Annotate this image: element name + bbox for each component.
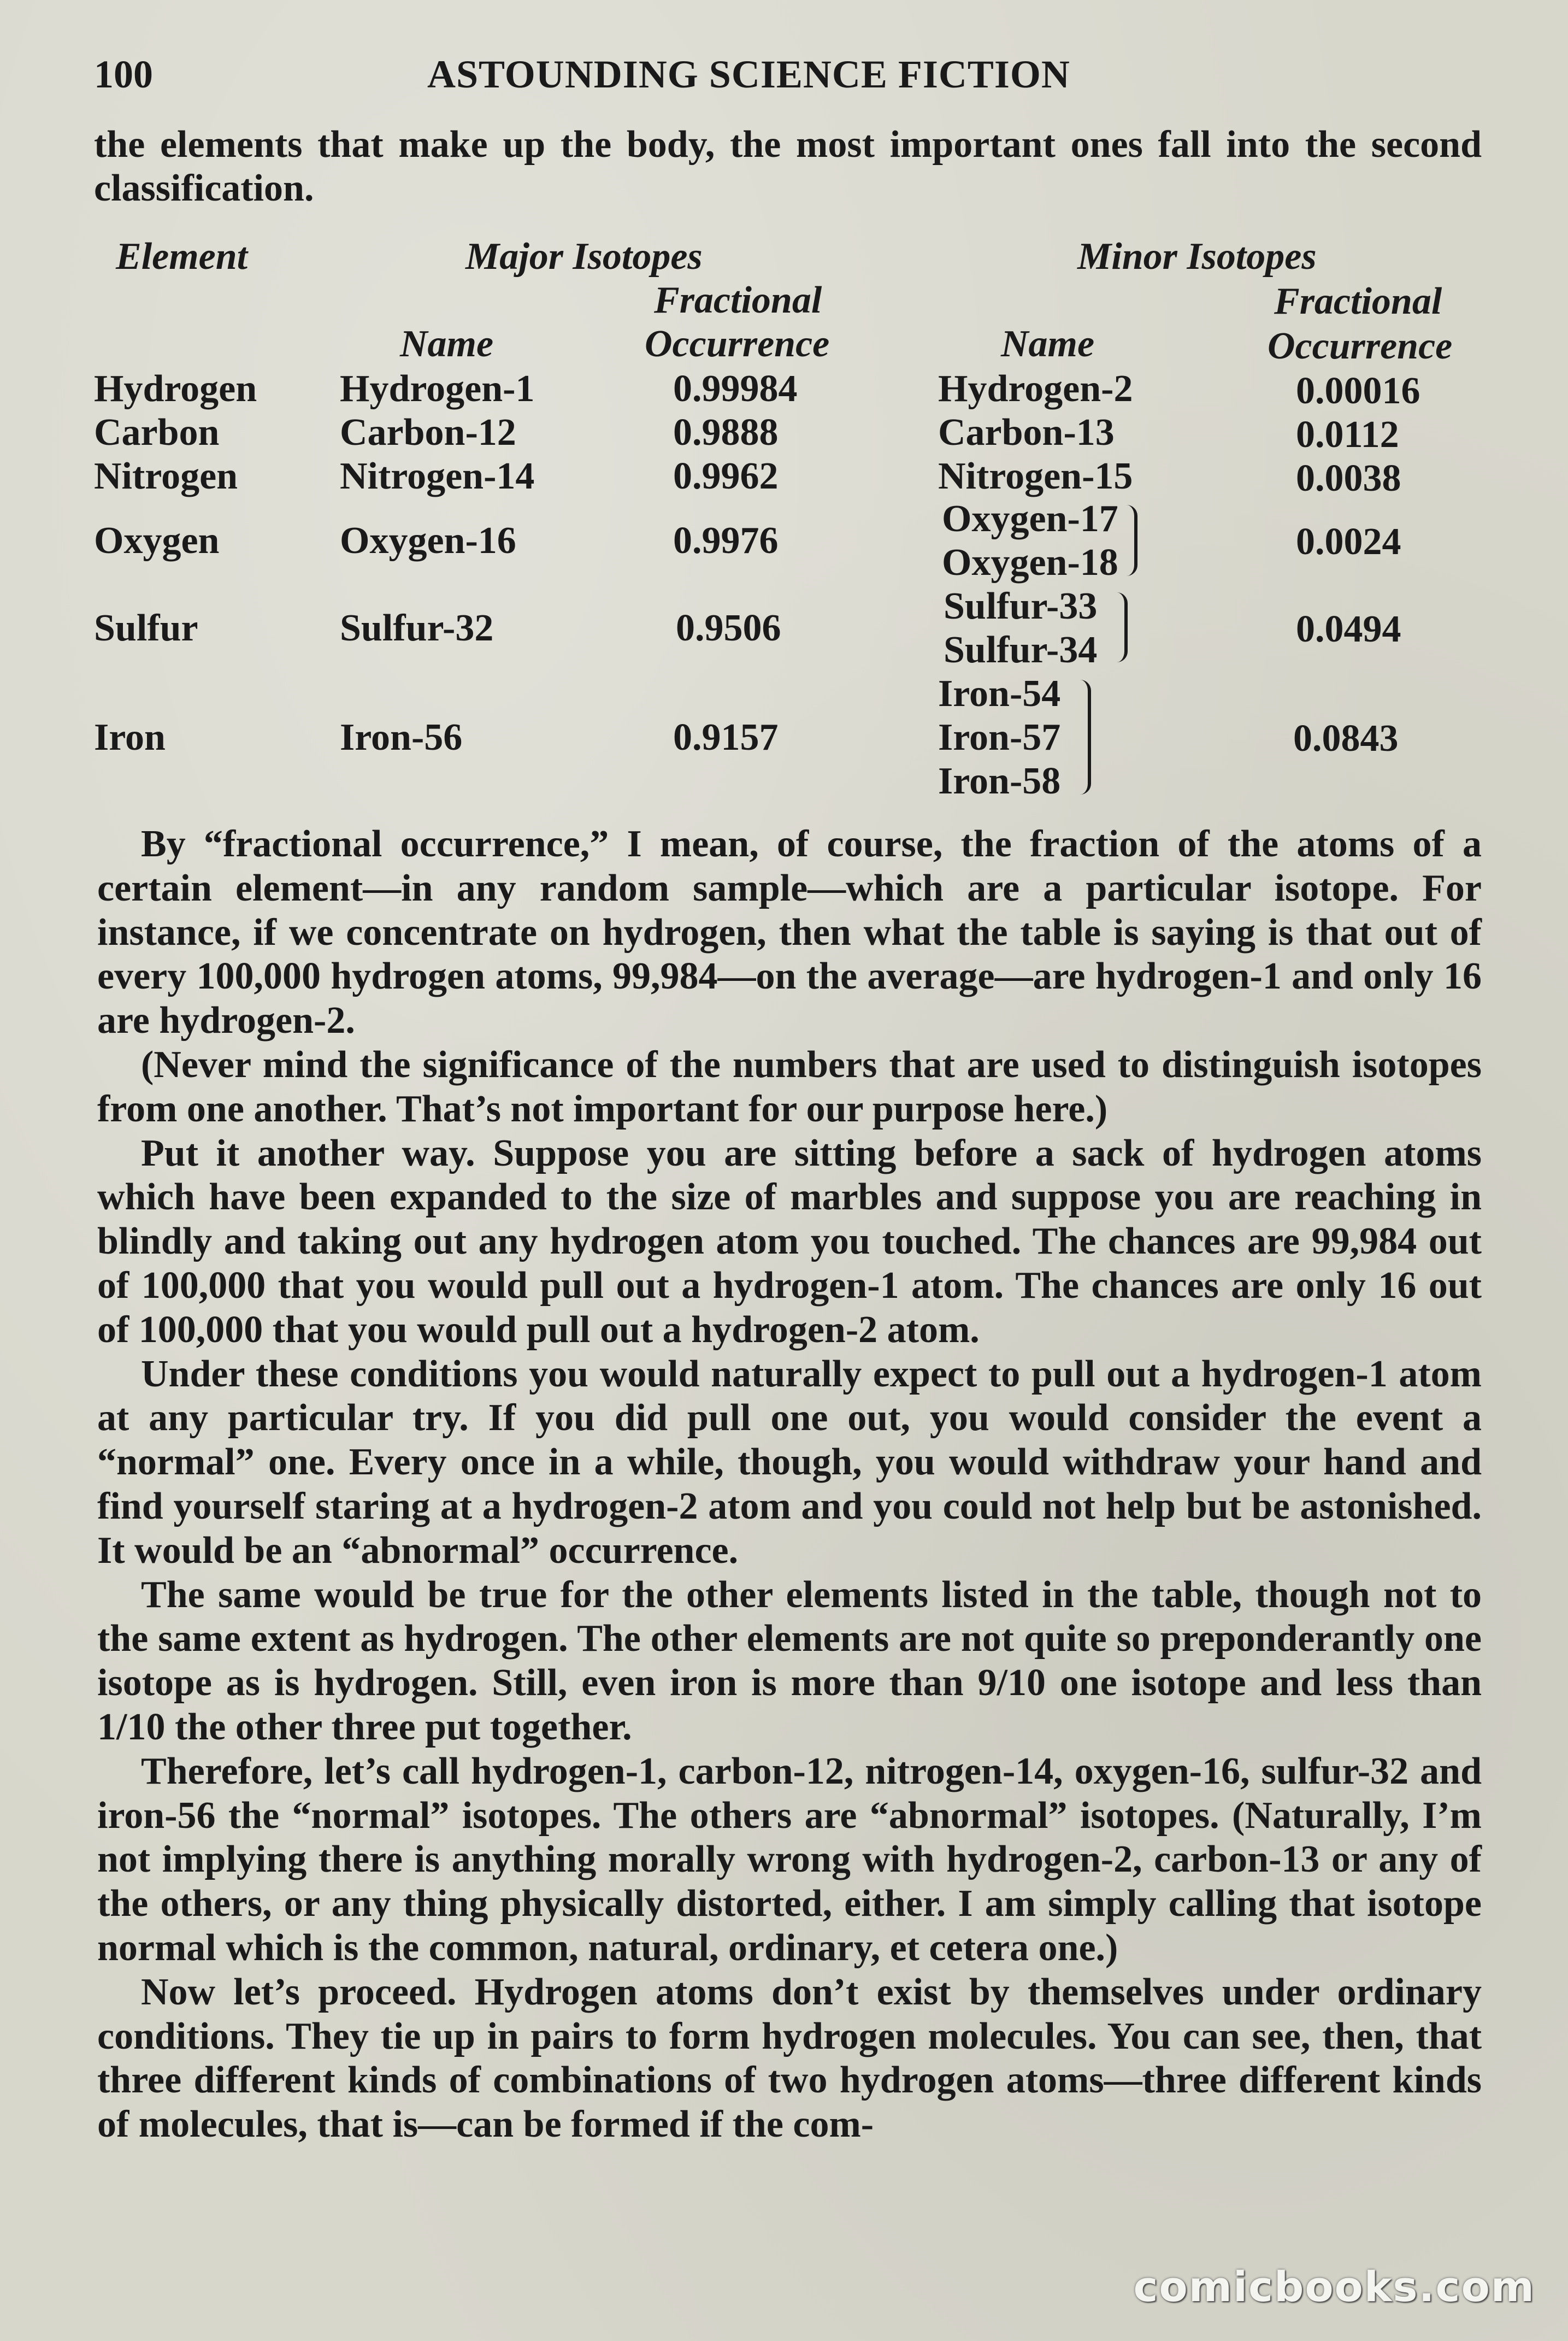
header-minor-name: Name xyxy=(1001,323,1095,365)
minor-occurrence: 0.0843 xyxy=(1293,717,1399,760)
running-head: ASTOUNDING SCIENCE FICTION xyxy=(427,52,1070,96)
isotope-table xyxy=(94,235,1482,809)
page-number: 100 xyxy=(94,52,153,96)
article-body xyxy=(97,822,1482,2147)
element-name: Sulfur xyxy=(94,607,198,649)
major-isotope-name: Carbon-12 xyxy=(340,411,516,454)
minor-isotope-name: Oxygen-18 xyxy=(942,542,1118,584)
major-isotope-name: Sulfur-32 xyxy=(340,607,494,649)
element-name: Oxygen xyxy=(94,520,220,562)
major-occurrence: 0.99984 xyxy=(673,368,798,410)
minor-isotope-name: Oxygen-17 xyxy=(942,498,1118,540)
element-name: Iron xyxy=(94,716,166,758)
header-major-occurrence: Occurrence xyxy=(645,323,830,365)
header-element: Element xyxy=(116,236,248,278)
minor-isotope-name: Iron-58 xyxy=(938,760,1061,802)
header-minor-fractional: Fractional xyxy=(1274,280,1442,322)
minor-isotope-name: Carbon-13 xyxy=(938,411,1115,454)
minor-occurrence: 0.00016 xyxy=(1296,370,1420,412)
minor-isotope-name: Nitrogen-15 xyxy=(938,455,1133,497)
major-occurrence: 0.9157 xyxy=(673,716,779,758)
major-isotope-name: Nitrogen-14 xyxy=(340,455,535,497)
header-major-isotopes: Major Isotopes xyxy=(465,236,703,278)
minor-isotope-name: Sulfur-33 xyxy=(944,585,1098,627)
minor-isotope-name: Hydrogen-2 xyxy=(938,368,1133,410)
brace-bracket xyxy=(1127,505,1137,576)
paragraph: Therefore, let’s call hydrogen-1, carbon-12, nitrogen-14, oxygen-16, sulfur-32 and iron-56 the “normal” isotopes. The others are “abnormal” isotopes. (Naturally, I’m not implying there is anything morally wrong with hydrogen-2, carbon-13 or any of the others, or any thing physically distorted, either. I am simply calling that isotope normal which is the common, natural, ordinary, et cetera one.) xyxy=(97,1750,1482,1969)
minor-occurrence: 0.0038 xyxy=(1296,457,1401,499)
major-occurrence: 0.9962 xyxy=(673,455,779,497)
header-minor-isotopes: Minor Isotopes xyxy=(1077,236,1317,278)
paragraph: Put it another way. Suppose you are sitting before a sack of hydrogen atoms which have been expanded to the size of marbles and suppose you are reaching in blindly and taking out any hydrogen atom you touched. The chances are 99,984 out of 100,000 that you would pull out a hydrogen-1 atom. The chances are only 16 out of 100,000 that you would pull out a hydrogen-2 atom. xyxy=(97,1132,1482,1351)
element-name: Hydrogen xyxy=(94,368,257,410)
header-minor-occurrence: Occurrence xyxy=(1268,325,1453,367)
minor-isotope-name: Iron-54 xyxy=(938,673,1061,715)
element-name: Nitrogen xyxy=(94,455,238,497)
paragraph: Now let’s proceed. Hydrogen atoms don’t exist by themselves under ordinary conditions. They tie up in pairs to form hydrogen molecules. You can see, then, that three different kinds of combinations of two hydrogen atoms—three different kinds of molecules, that is—can be formed if the com- xyxy=(97,1971,1482,2146)
major-occurrence: 0.9506 xyxy=(676,607,781,649)
watermark-logo: comicbooks.com xyxy=(1133,2262,1535,2311)
minor-occurrence: 0.0024 xyxy=(1296,521,1401,563)
element-name: Carbon xyxy=(94,411,220,454)
paragraph: Under these conditions you would naturally expect to pull out a hydrogen-1 atom at any particular try. If you did pull one out, you would consider the event a “normal” one. Every once in a while, though, you would withdraw your hand and find yourself staring at a hydrogen-2 atom and you could not help but be astonished. It would be an “abnormal” occurrence. xyxy=(97,1352,1482,1572)
paragraph: The same would be true for the other elements listed in the table, though not to the same extent as hydrogen. The other elements are not quite so preponderantly one isotope as is hydrogen. Still, even iron is more than 9/10 one isotope and less than 1/10 the other three put together. xyxy=(97,1573,1482,1748)
major-isotope-name: Hydrogen-1 xyxy=(340,368,535,410)
major-occurrence: 0.9888 xyxy=(673,411,779,454)
minor-isotope-name: Sulfur-34 xyxy=(944,629,1098,671)
brace-bracket xyxy=(1080,680,1091,795)
major-occurrence: 0.9976 xyxy=(673,520,779,562)
minor-isotope-name: Iron-57 xyxy=(938,716,1061,758)
paragraph: (Never mind the significance of the numbers that are used to distinguish isotopes from one another. That’s not important for our purpose here.) xyxy=(97,1043,1482,1130)
page-header xyxy=(94,52,1482,107)
major-isotope-name: Oxygen-16 xyxy=(340,520,516,562)
brace-bracket xyxy=(1117,592,1128,662)
minor-occurrence: 0.0112 xyxy=(1296,414,1399,456)
header-major-fractional: Fractional xyxy=(654,279,822,321)
header-major-name: Name xyxy=(400,323,494,365)
major-isotope-name: Iron-56 xyxy=(340,716,463,758)
minor-occurrence: 0.0494 xyxy=(1296,608,1401,650)
intro-text: the elements that make up the body, the most important ones fall into the second classification. xyxy=(94,123,1482,209)
paragraph: By “fractional occurrence,” I mean, of course, the fraction of the atoms of a certain element—in any random sample—which are a particular isotope. For instance, if we concentrate on hydrogen, then what the table is saying is that out of every 100,000 hydrogen atoms, 99,984—on the average—are hydrogen-1 and only 16 are hydrogen-2. xyxy=(97,823,1482,1042)
